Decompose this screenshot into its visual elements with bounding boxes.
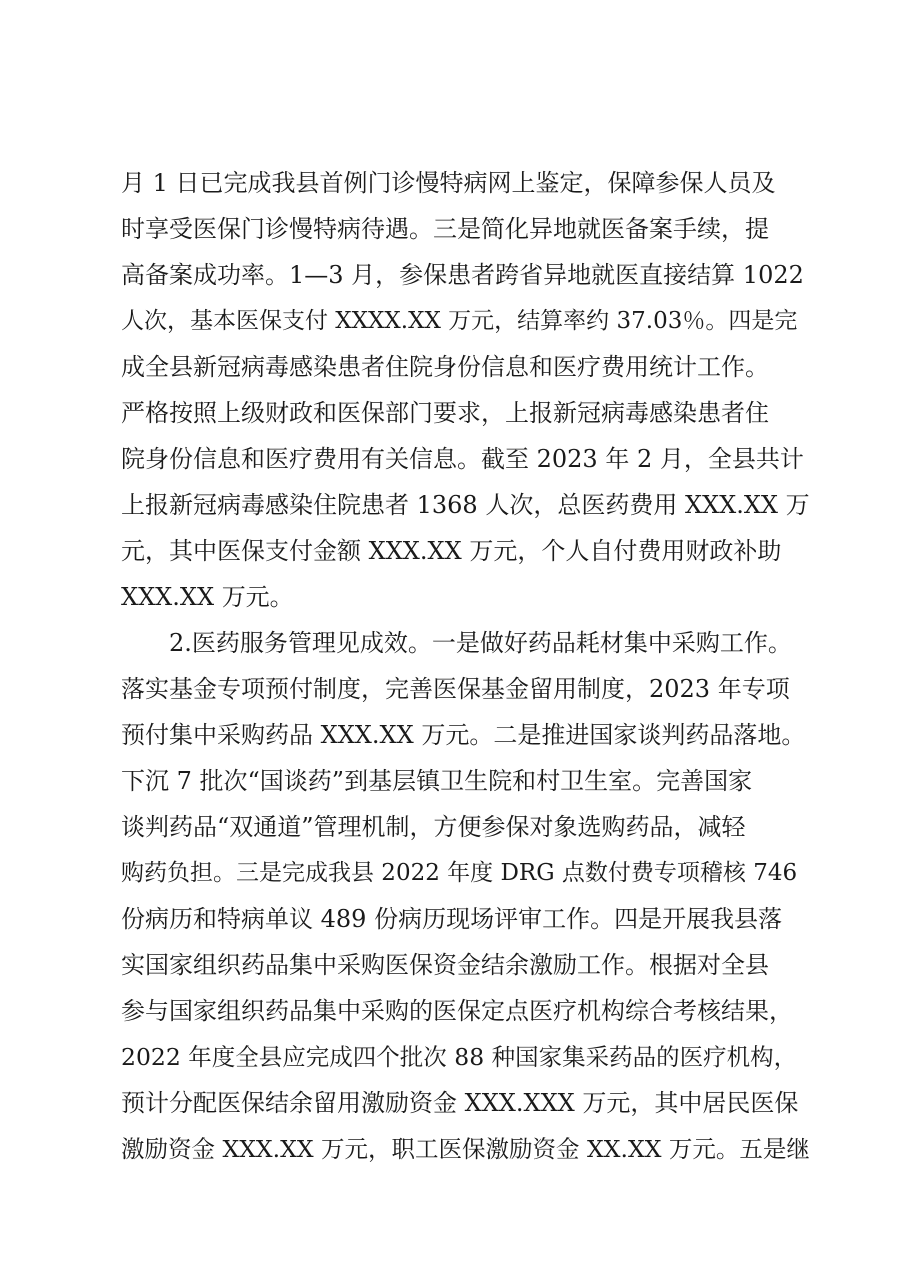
text-line: 严格按照上级财政和医保部门要求，上报新冠病毒感染患者住	[121, 399, 769, 427]
text-line: 上报新冠病毒感染住院患者 1368 人次，总医药费用 XXX.XX 万	[121, 491, 810, 519]
text-line: 元，其中医保支付金额 XXX.XX 万元，个人自付费用财政补助	[121, 537, 782, 565]
text-line: 高备案成功率。1—3 月，参保患者跨省异地就医直接结算 1022	[121, 261, 804, 289]
text-line: 购药负担。三是完成我县 2022 年度 DRG 点数付费专项稽核 746	[121, 860, 798, 886]
text-line: 2022 年度全县应完成四个批次 88 种国家集采药品的医疗机构，	[121, 1043, 798, 1071]
text-line: 时享受医保门诊慢特病待遇。三是简化异地就医备案手续，提	[121, 215, 769, 243]
text-line: 下沉 7 批次“国谈药”到基层镇卫生院和村卫生室。完善国家	[121, 767, 753, 795]
text-line: 实国家组织药品集中采购医保资金结余激励工作。根据对全县	[121, 951, 769, 979]
paragraph-start-line: 2.医药服务管理见成效。一是做好药品耗材集中采购工作。	[169, 629, 792, 657]
text-line: 激励资金 XXX.XX 万元，职工医保激励资金 XX.XX 万元。五是继	[121, 1135, 810, 1163]
text-line: 预计分配医保结余留用激励资金 XXX.XXX 万元，其中居民医保	[121, 1089, 799, 1117]
text-line: 人次，基本医保支付 XXXX.XX 万元，结算率约 37.03％。四是完	[121, 308, 798, 334]
text-line: 月 1 日已完成我县首例门诊慢特病网上鉴定，保障参保人员及	[121, 169, 776, 197]
text-line: XXX.XX 万元。	[121, 583, 294, 611]
text-line: 院身份信息和医疗费用有关信息。截至 2023 年 2 月，全县共计	[121, 445, 804, 473]
text-line: 份病历和特病单议 489 份病历现场评审工作。四是开展我县落	[121, 905, 783, 933]
text-line: 成全县新冠病毒感染患者住院身份信息和医疗费用统计工作。	[121, 353, 769, 381]
text-line: 谈判药品“双通道”管理机制，方便参保对象选购药品，减轻	[121, 813, 746, 841]
text-line: 落实基金专项预付制度，完善医保基金留用制度，2023 年专项	[121, 675, 790, 703]
text-line: 预付集中采购药品 XXX.XX 万元。二是推进国家谈判药品落地。	[121, 721, 806, 749]
text-line: 参与国家组织药品集中采购的医保定点医疗机构综合考核结果，	[121, 997, 793, 1025]
